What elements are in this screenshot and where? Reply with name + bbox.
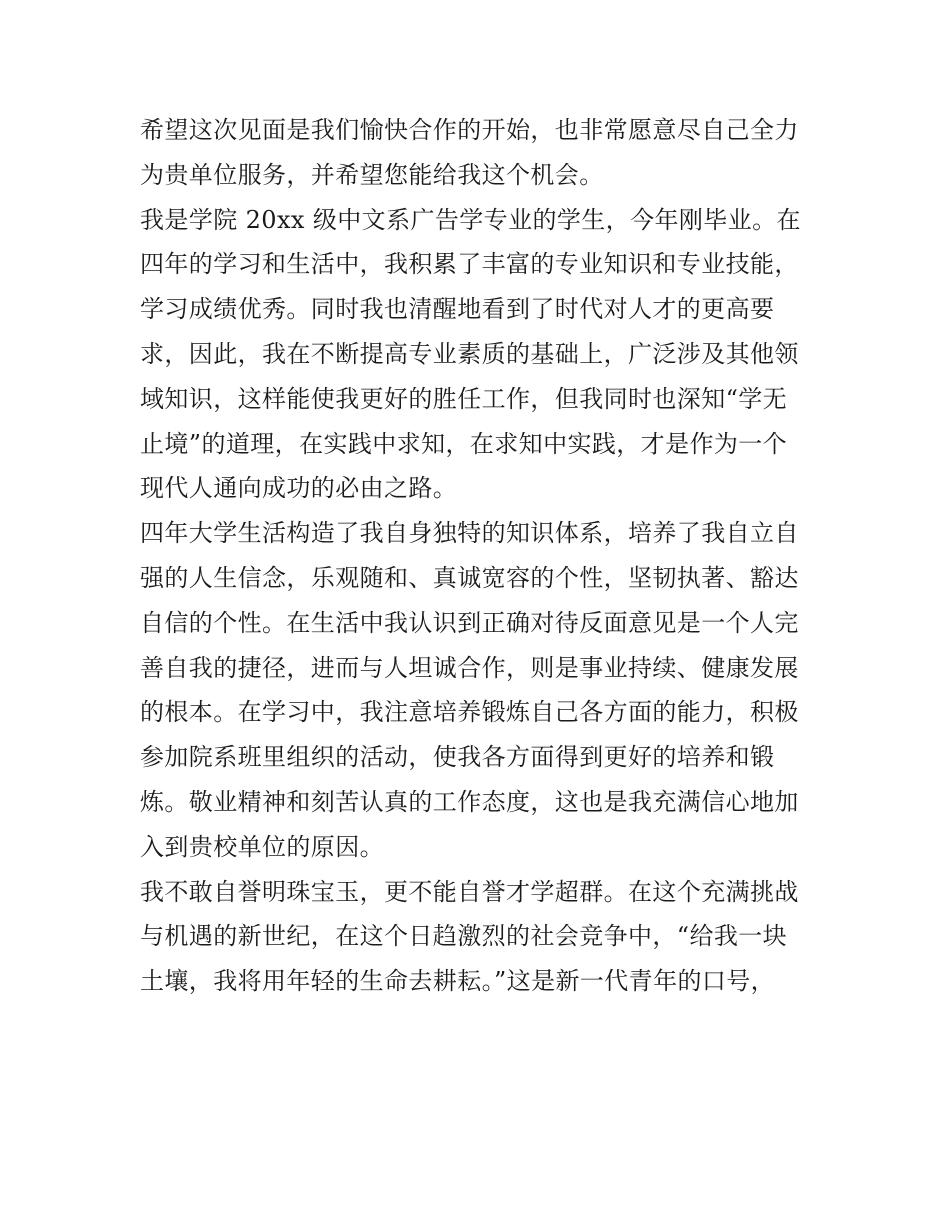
text-line: 我是学院 20xx 级中文系广告学专业的学生，今年刚毕业。在	[140, 205, 801, 234]
text-line: 与机遇的新世纪，在这个日趋激烈的社会竞争中，“给我一块	[140, 922, 788, 951]
text-line: 四年的学习和生活中，我积累了丰富的专业知识和专业技能，	[140, 250, 799, 279]
text-line: 止境”的道理，在实践中求知，在求知中实践，才是作为一个	[140, 429, 788, 458]
text-line: 我不敢自誉明珠宝玉，更不能自誉才学超群。在这个充满挑战	[140, 877, 799, 906]
text-line: 参加院系班里组织的活动，使我各方面得到更好的培养和锻	[140, 743, 775, 772]
text-line: 入到贵校单位的原因。	[140, 832, 384, 861]
text-line: 炼。敬业精神和刻苦认真的工作态度，这也是我充满信心地加	[140, 787, 799, 816]
letter-body	[140, 108, 820, 1004]
text-line: 域知识，这样能使我更好的胜任工作，但我同时也深知“学无	[140, 384, 788, 413]
text-line: 自信的个性。在生活中我认识到正确对待反面意见是一个人完	[140, 608, 799, 637]
text-line: 学习成绩优秀。同时我也清醒地看到了时代对人才的更高要	[140, 295, 775, 324]
text-line: 希望这次见面是我们愉快合作的开始，也非常愿意尽自己全力	[140, 116, 799, 144]
text-line: 四年大学生活构造了我自身独特的知识体系，培养了我自立自	[140, 519, 799, 548]
text-line: 的根本。在学习中，我注意培养锻炼自己各方面的能力，积极	[140, 698, 799, 727]
text-line: 强的人生信念，乐观随和、真诚宽容的个性，坚韧执著、豁达	[140, 563, 799, 592]
text-line: 善自我的捷径，进而与人坦诚合作，则是事业持续、健康发展	[140, 653, 799, 682]
text-line: 土壤，我将用年轻的生命去耕耘。”这是新一代青年的口号，	[140, 967, 776, 996]
text-line: 现代人通向成功的必由之路。	[140, 474, 458, 503]
text-line: 为贵单位服务，并希望您能给我这个机会。	[140, 160, 604, 189]
text-line: 求，因此，我在不断提高专业素质的基础上，广泛涉及其他领	[140, 339, 799, 368]
